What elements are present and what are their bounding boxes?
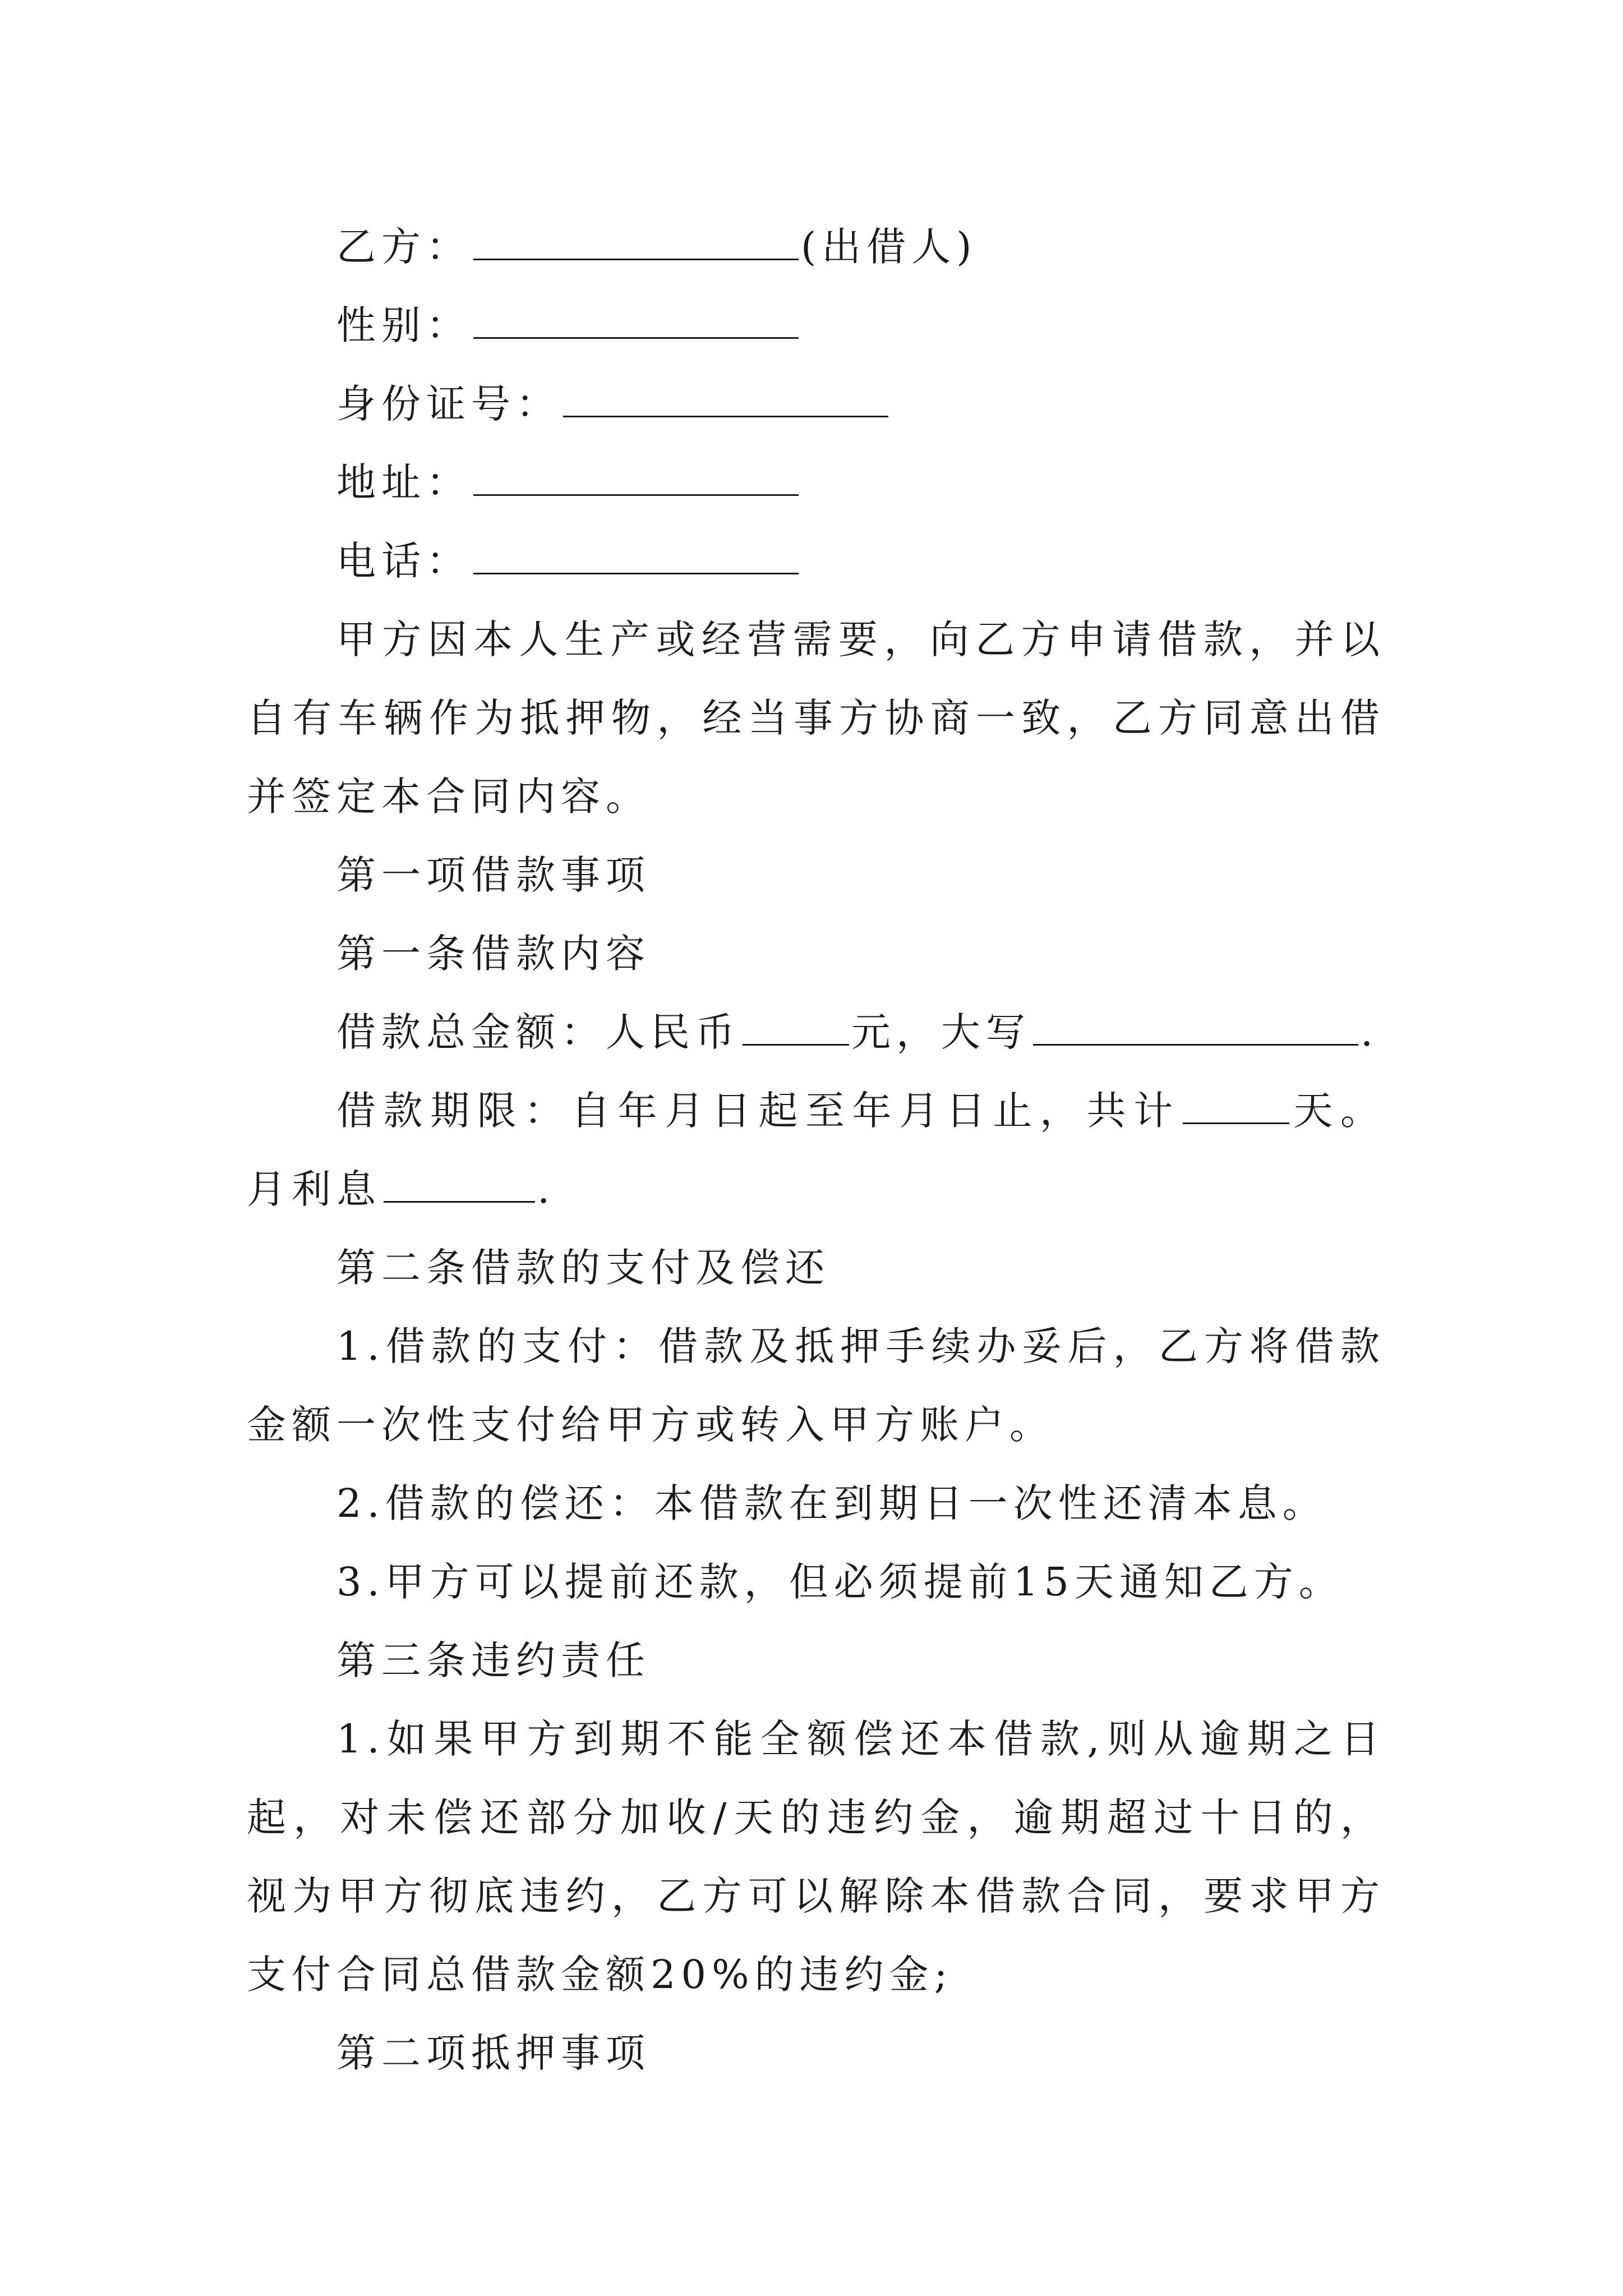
gender-line <box>247 286 1385 365</box>
loan-amount-mid: 元，大写 <box>851 1009 1031 1055</box>
gender-blank <box>473 306 799 339</box>
loan-amount-prefix: 借款总金额：人民币 <box>336 1009 740 1055</box>
address-label: 地址： <box>336 459 471 505</box>
intro-paragraph: 甲方因本人生产或经营需要，向乙方申请借款，并以自有车辆作为抵押物，经当事方协商一致，乙方同意出借并签定本合同内容。 <box>247 616 1385 820</box>
phone-label: 电话： <box>336 538 471 584</box>
party-b-label: 乙方： <box>336 224 471 270</box>
section-1-title: 第一项借款事项 <box>336 852 651 898</box>
loan-term-days-blank <box>1183 1091 1289 1124</box>
id-number-line <box>247 365 1385 443</box>
section-2-title: 第二项抵押事项 <box>336 2030 651 2076</box>
article-2-item-1: 1.借款的支付：借款及抵押手续办妥后，乙方将借款金额一次性支付给甲方或转入甲方账户。 <box>247 1323 1385 1448</box>
contract-body <box>247 208 1385 2092</box>
loan-term-paragraph <box>247 1071 1385 1228</box>
article-3-title: 第三条违约责任 <box>336 1637 651 1683</box>
id-number-blank <box>563 384 888 417</box>
article-2-item-2: 2.借款的偿还：本借款在到期日一次性还清本息。 <box>336 1480 1327 1526</box>
address-blank <box>473 463 799 496</box>
loan-amount-line <box>247 993 1385 1071</box>
loan-term-end: . <box>537 1166 551 1212</box>
address-line <box>247 443 1385 522</box>
article-3-item-1: 1.如果甲方到期不能全额偿还本借款,则从逾期之日起，对未偿还部分加收/天的违约金，逾期超过十日的，视为甲方彻底违约，乙方可以解除本借款合同，要求甲方支付合同总借款金额20%的违约金; <box>247 1716 1385 1998</box>
loan-amount-end: . <box>1361 1009 1375 1055</box>
loan-amount-words-blank <box>1033 1013 1358 1046</box>
article-1-title: 第一条借款内容 <box>336 931 651 977</box>
phone-blank <box>473 541 799 574</box>
loan-amount-blank <box>743 1013 849 1046</box>
loan-term-mid: 天。月利息 <box>247 1088 1386 1212</box>
party-b-suffix: (出借人) <box>801 224 978 270</box>
loan-term-prefix: 借款期限：自年月日起至年月日止，共计 <box>336 1088 1181 1134</box>
article-2-item-3: 3.甲方可以提前还款，但必须提前15天通知乙方。 <box>336 1559 1344 1605</box>
phone-line <box>247 522 1385 600</box>
party-b-line <box>247 208 1385 286</box>
monthly-interest-blank <box>384 1170 535 1203</box>
gender-label: 性别： <box>336 302 471 348</box>
party-b-name-blank <box>473 227 799 260</box>
id-number-label: 身份证号： <box>336 381 561 427</box>
article-2-title: 第二条借款的支付及偿还 <box>336 1245 830 1291</box>
